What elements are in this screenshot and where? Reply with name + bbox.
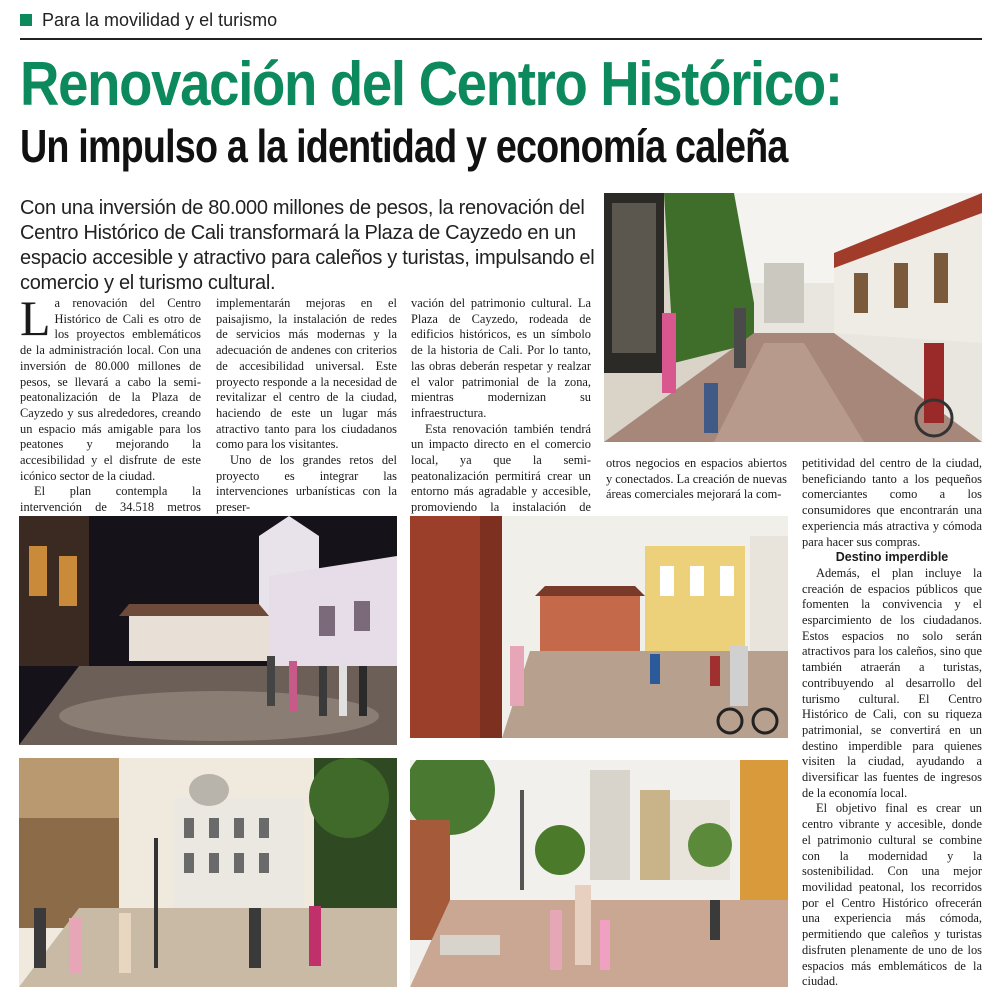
col1-paragraph-2: El plan contempla la intervención de 34.518 metros [20,484,201,515]
headline-subtitle: Un impulso a la identidad y economía caleña [20,120,788,172]
col5-paragraph-3: El objetivo final es crear un centro vibrante y accesible, donde el patrimonio cultural se combine con la modernidad y la sostenibilidad. Con una mejor movilidad peatonal, los recorridos por el Centro Histórico ofrecerán una experiencia más cómoda, permitiendo que caleños y turistas disfruten plenamente de uno de los espacios más emblemáticos de la ciudad. [802,801,982,989]
article-column-5 [802,456,982,990]
col5-subhead: Destino imperdible [835,550,949,565]
col3-paragraph-1: vación del patrimonio cultural. La Plaza de Cayzedo, rodeada de edificios históricos, es un símbolo de la historia de Cali. Por lo tanto, las obras deberán respetar y realzar el valor patrimonial de la zona, mientras modernizan su infraestructura. [411,296,591,420]
lead-paragraph: Con una inversión de 80.000 millones de pesos, la renovación del Centro Histórico de Cali transformará la Plaza de Cayzedo en un espacio accesible y atractivo para caleños y turistas, impulsando el comercio y el turismo cultural. [20,197,595,294]
col1-p1-text: a renovación del Centro Histórico de Cali es otro de los proyectos emblemáticos de la administración local. Con una inversión de 80.000 millones de pesos, se llevará a cabo la semi-peatonalización de la Plaza de Cayzedo y sus alrededores, creando un espacio más amigable para los peatones y mejorando la accesibilidad y el disfrute de este icónico sector de la ciudad. [20,296,201,483]
section-rule [20,38,982,40]
col2-paragraph-1: implementarán mejoras en el paisajismo, la instalación de redes de servicios más modernas y la adecuación de andenes con criterios de accesibilidad universal. Este proyecto responde a la necesidad de revitalizar el centro de la ciudad, haciendo de este un lugar más atractivo tanto para los ciudadanos como para los visitantes. [216,296,397,452]
col1-paragraph-1 [20,290,201,484]
article-column-2 [216,296,397,516]
col3-paragraph-2: Esta renovación también tendrá un impacto directo en el comercio local, ya que la semi-peatonalización permitirá crear un entorno más agradable y accesible, promoviendo la instalación de [411,421,591,515]
section-label [20,8,277,32]
photo-plaza-colonial-building [19,758,397,987]
article-column-4 [606,456,787,503]
col4-paragraph-1: otros negocios en espacios abiertos y conectados. La creación de nuevas áreas comerciales mejorará la com- [606,456,787,502]
section-square-icon [20,14,32,26]
section-label-text: Para la movilidad y el turismo [42,9,278,30]
article-column-3 [411,296,591,532]
photo-plaza-night [19,516,397,745]
photo-plaza-cyclist [410,516,788,738]
col5-paragraph-1: petitividad del centro de la ciudad, beneficiando tanto a los pequeños comerciantes como a los consumidores que encontrarán una experiencia más atractiva y cómoda para hacer sus compras. [802,456,982,549]
article-column-1 [20,290,201,532]
col5-paragraph-2: Además, el plan incluye la creación de espacios públicos que fomenten la convivencia y el esparcimiento de los ciudadanos. Estos espacios no solo serán atractivos para los caleños, sino que también atraerán a turistas, contribuyendo al desarrollo del turismo cultural. El Centro Histórico de Cali, con su riqueza patrimonial, se convertirá en un destino imperdible para quienes visiten la ciudad, ayudando a diversificar las fuentes de ingresos de la economía local. [802,565,982,800]
col2-paragraph-2: Uno de los grandes retos del proyecto es integrar las intervenciones urbanísticas con la preser- [216,453,397,515]
photo-plaza-trees [410,760,788,987]
dropcap: L [20,290,51,346]
photo-street-pedestrians [604,193,982,442]
headline-title: Renovación del Centro Histórico: [20,50,842,119]
